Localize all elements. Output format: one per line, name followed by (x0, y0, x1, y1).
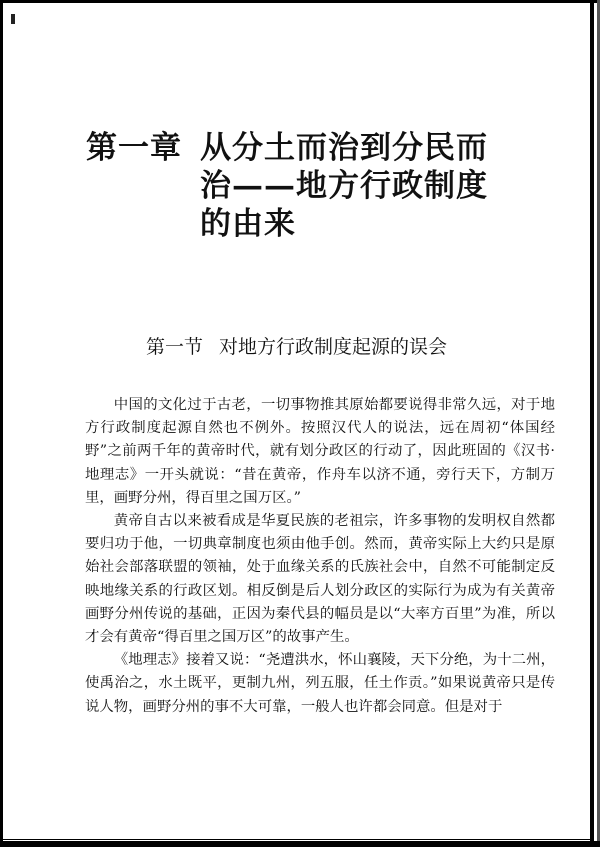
chapter-title-line: 治——地方行政制度 (200, 168, 488, 204)
scan-border-top (0, 0, 600, 3)
section-number: 第一节 (146, 336, 204, 358)
scan-border-left (0, 0, 3, 847)
chapter-title (200, 129, 530, 243)
chapter-title-line: 的由来 (200, 206, 296, 242)
section-title: 对地方行政制度起源的误会 (219, 336, 448, 358)
chapter-label: 第一章 (86, 130, 182, 166)
paragraph: 中国的文化过于古老，一切事物推其原始都要说得非常久远，对于地方行政制度起源自然也不例外。按照汉代人的说法，远在周初“体国经野”之前两千年的黄帝时代，就有划分政区的行动了，因此班固的《汉书·地理志》一开头就说：“昔在黄帝，作舟车以济不通，旁行天下，方制万里，画野分州，得百里之国万区。” (85, 397, 555, 506)
paragraph: 黄帝自古以来被看成是华夏民族的老祖宗，许多事物的发明权自然都要归功于他，一切典章制度也须由他手创。然而，黄帝实际上大约只是原始社会部落联盟的领袖，处于血缘关系的氏族社会中，自然不可能制定反映地缘关系的行政区划。相反倒是后人划分政区的实际行为成为有关黄帝画野分州传说的基础，正因为秦代县的幅员是以“大率方百里”为准，所以才会有黄帝“得百里之国万区”的故事产生。 (85, 513, 555, 646)
body-text (85, 394, 555, 719)
scan-border-bottom-line (0, 839, 592, 840)
chapter-title-line: 从分土而治到分民而 (200, 130, 488, 166)
scan-corner-mark (11, 14, 15, 24)
scan-border-bottom (0, 841, 600, 847)
scan-border-right (590, 0, 594, 847)
paragraph: 《地理志》接着又说：“尧遭洪水，怀山襄陵，天下分绝，为十二州，使禹治之，水土既平，更制九州，列五服，任土作贡。”如果说黄帝只是传说人物，画野分州的事不大可靠，一般人也许都会同意。但是对于 (85, 652, 555, 715)
section-heading (146, 332, 447, 359)
